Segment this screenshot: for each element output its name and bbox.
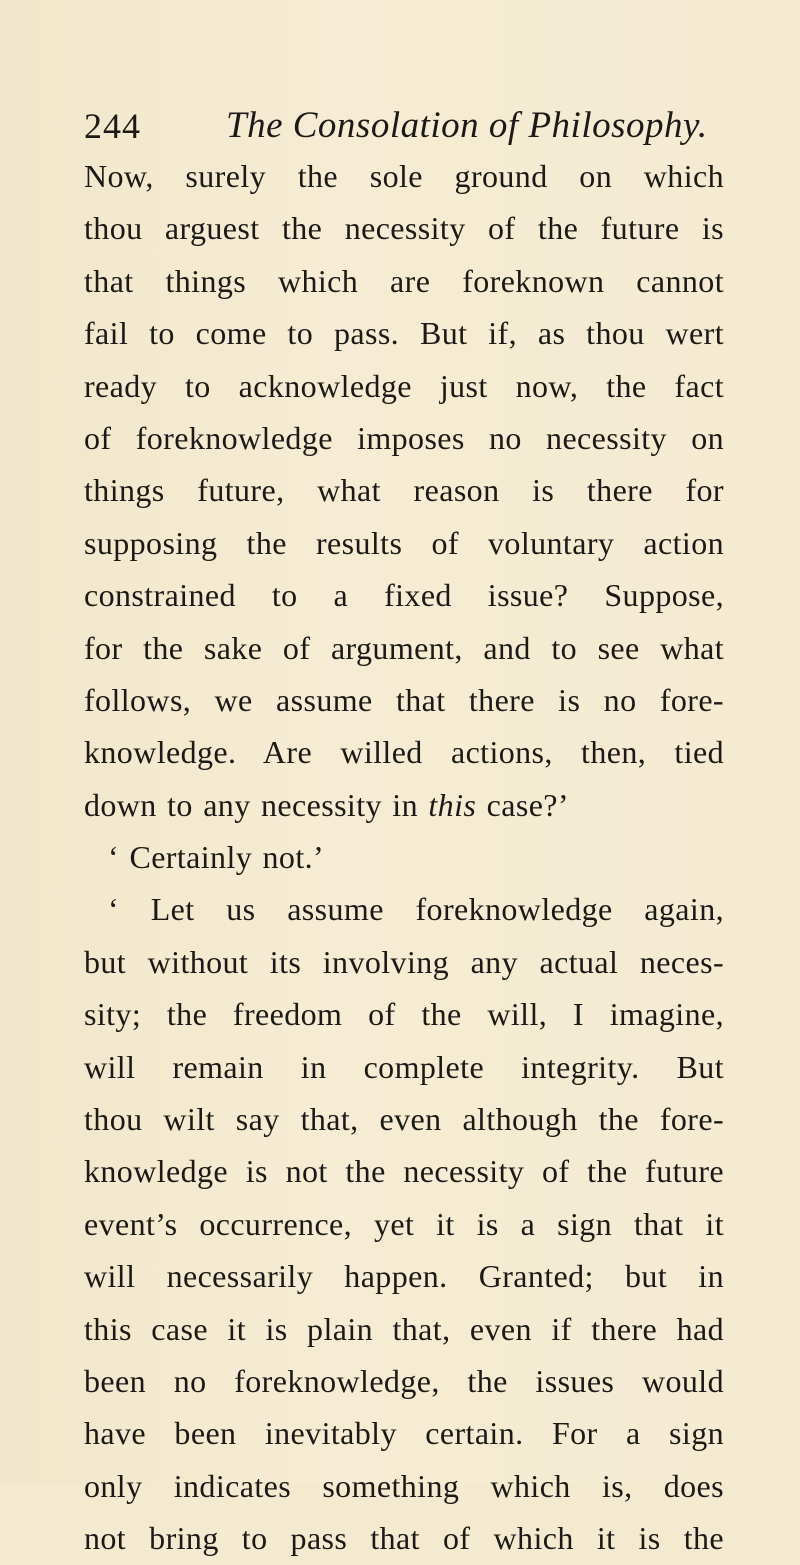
text-line: knowledge is not the necessity of the future <box>84 1153 724 1190</box>
text-line: fail to come to pass. But if, as thou wert <box>84 315 724 352</box>
text-line: things future, what reason is there for <box>84 472 724 509</box>
text-line: thou arguest the necessity of the future is <box>84 210 724 247</box>
text-line: constrained to a fixed issue? Suppose, <box>84 577 724 614</box>
running-head <box>0 96 800 156</box>
text-line-start: down to any necessity in <box>84 786 429 823</box>
text-line: will necessarily happen. Granted; but in <box>84 1258 724 1295</box>
body-text <box>84 150 724 1565</box>
page-number: 244 <box>84 106 141 146</box>
text-line: follows, we assume that there is no fore- <box>84 681 724 718</box>
text-line: supposing the results of voluntary action <box>84 524 724 561</box>
paragraph-start-line: ‘ Let us assume foreknowledge again, <box>108 891 724 928</box>
text-line: that things which are foreknown cannot <box>84 262 724 299</box>
text-line-end: case?’ <box>476 786 569 823</box>
text-line: of foreknowledge imposes no necessity on <box>84 419 724 456</box>
italic-word-this: this <box>428 786 477 823</box>
text-line: have been inevitably certain. For a sign <box>84 1415 724 1452</box>
text-line: will remain in complete integrity. But <box>84 1048 724 1085</box>
running-title: The Consolation of Philosophy. <box>226 105 708 146</box>
text-line: this case it is plain that, even if there had <box>84 1310 724 1347</box>
text-line: for the sake of argument, and to see what <box>84 629 724 666</box>
text-line: only indicates something which is, does <box>84 1467 724 1504</box>
text-line: not bring to pass that of which it is the <box>84 1520 724 1557</box>
text-line <box>84 779 724 831</box>
text-line: ready to acknowledge just now, the fact <box>84 367 724 404</box>
text-line: Now, surely the sole ground on which <box>84 158 724 194</box>
text-line: but without its involving any actual neces- <box>84 943 724 980</box>
text-line: knowledge. Are willed actions, then, tied <box>84 734 724 771</box>
text-line: event’s occurrence, yet it is a sign that it <box>84 1205 724 1242</box>
dialogue-line: ‘ Certainly not.’ <box>108 839 325 876</box>
text-line: thou wilt say that, even although the fore- <box>84 1101 724 1138</box>
text-line: been no foreknowledge, the issues would <box>84 1362 724 1399</box>
text-line: sity; the freedom of the will, I imagine, <box>84 996 724 1033</box>
